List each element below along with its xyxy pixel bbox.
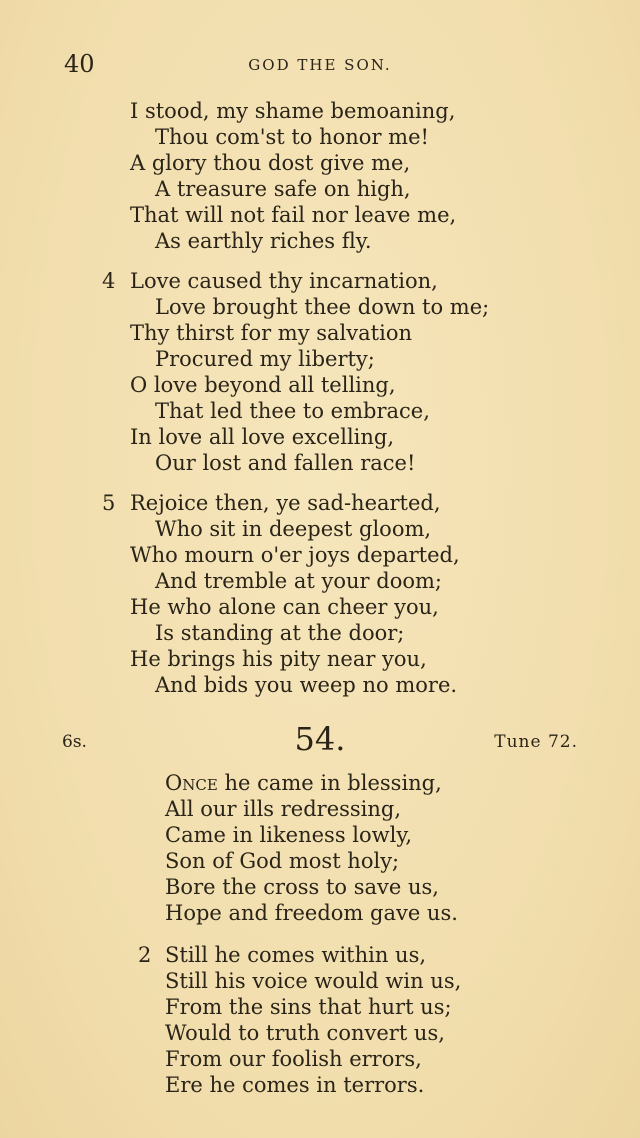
verse-line: He brings his pity near you, (130, 647, 427, 671)
running-title: GOD THE SON. (248, 56, 392, 74)
verse-line: Is standing at the door; (155, 621, 405, 645)
verse-line: As earthly riches fly. (155, 229, 372, 253)
verse-line: That led thee to embrace, (155, 399, 430, 423)
verse-line: I stood, my shame bemoaning, (130, 99, 456, 123)
hymn-meter: 6s. (62, 732, 87, 752)
verse-line: Who sit in deepest gloom, (155, 517, 432, 541)
verse-line: A treasure safe on high, (155, 177, 411, 201)
verse-line (165, 770, 442, 796)
verse-line: Came in likeness lowly, (165, 823, 413, 847)
verse-line: Our lost and fallen race! (155, 451, 416, 475)
verse-line: A glory thou dost give me, (130, 151, 411, 175)
page-header (0, 50, 640, 80)
verse-line: He who alone can cheer you, (130, 595, 439, 619)
page-number: 40 (64, 50, 95, 78)
stanza-number: 5 (102, 491, 116, 515)
verse-line: O love beyond all telling, (130, 373, 396, 397)
verse-line: Thou com'st to honor me! (155, 125, 429, 149)
verse-line: Love caused thy incarnation, (130, 269, 438, 293)
verse-line: And tremble at your doom; (155, 569, 442, 593)
verse-line: Son of God most holy; (165, 849, 400, 873)
verse-line: Procured my liberty; (155, 347, 375, 371)
verse-line: Love brought thee down to me; (155, 295, 490, 319)
verse-line: Still he comes within us, (165, 943, 427, 967)
verse-line: Thy thirst for my salvation (130, 321, 412, 345)
verse-line: Who mourn o'er joys departed, (130, 543, 460, 567)
verse-line: In love all love excelling, (130, 425, 395, 449)
verse-line: Bore the cross to save us, (165, 875, 439, 899)
stanza-number: 4 (102, 269, 116, 293)
verse-line: From our foolish errors, (165, 1047, 422, 1071)
first-word: Once (165, 771, 218, 795)
verse-line: All our ills redressing, (165, 797, 402, 821)
verse-line: And bids you weep no more. (155, 673, 458, 697)
first-line-rest: he came in blessing, (217, 771, 442, 795)
tune-reference: Tune 72. (494, 732, 578, 752)
verse-line: Hope and freedom gave us. (165, 901, 458, 925)
stanza-number: 2 (138, 943, 152, 967)
verse-line: Ere he comes in terrors. (165, 1073, 425, 1097)
verse-line: Still his voice would win us, (165, 969, 462, 993)
verse-line: Would to truth convert us, (165, 1021, 445, 1045)
hymn-number: 54. (294, 720, 346, 758)
verse-line: That will not fail nor leave me, (130, 203, 457, 227)
verse-line: From the sins that hurt us; (165, 995, 452, 1019)
verse-line: Rejoice then, ye sad-hearted, (130, 491, 441, 515)
